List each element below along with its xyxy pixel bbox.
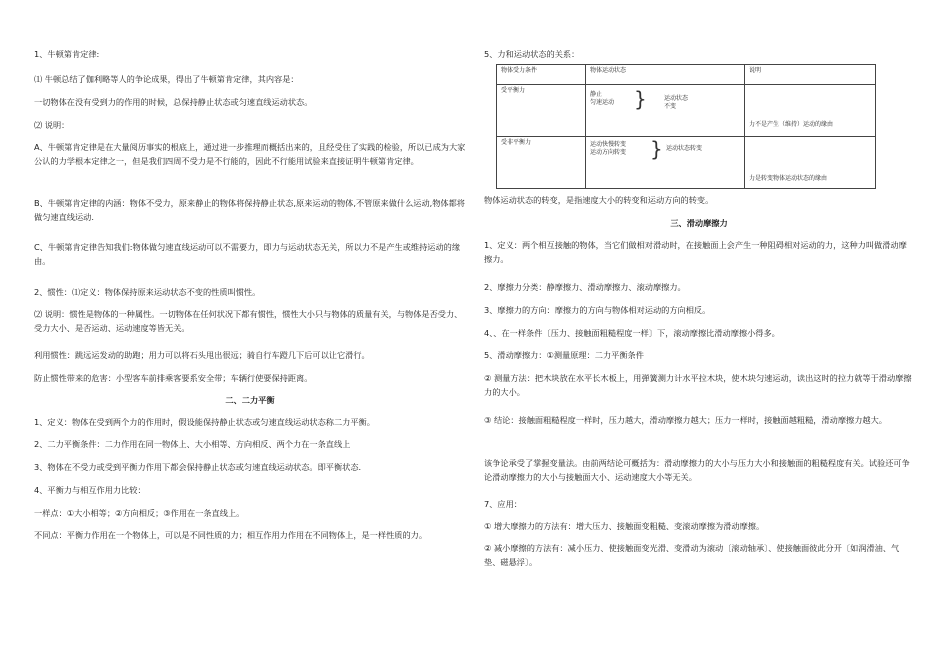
table-text: 运动状态转变 bbox=[666, 145, 703, 152]
paragraph: 2、二力平衡条件：二力作用在同一物体上、大小相等、方向相反、两个力在一条直线上 bbox=[34, 439, 351, 449]
paragraph: ② 减小摩擦的方法有：减小压力、使接触面变光滑、变滑动为滚动〔滚动轴承〕、使接触面彼此分开〔如润滑油、气垫、磁悬浮〕。 bbox=[484, 543, 900, 567]
table-text: 力是转变物体运动状态的缘由 bbox=[749, 175, 828, 182]
paragraph: 物体运动状态的转变，是指速度大小的转变和运动方向的转变。 bbox=[484, 195, 714, 205]
brace-icon: } bbox=[634, 87, 647, 111]
paragraph: 防止惯性带来的危害：小型客车前排乘客要系安全带；车辆行使要保持距离。 bbox=[34, 373, 313, 383]
paragraph: 一切物体在没有受到力的作用的时候，总保持静止状态或匀速直线运动状态。 bbox=[34, 97, 313, 107]
table-cell: 受平衡力 bbox=[497, 85, 586, 137]
paragraph: 4、平衡力与相互作用力比较： bbox=[34, 485, 146, 495]
paragraph: 3、物体在不受力或受到平衡力作用下都会保持静止状态或匀速直线运动状态。即平衡状态. bbox=[34, 462, 362, 472]
paragraph: ③ 结论：接触面粗糙程度一样时，压力越大，滑动摩擦力越大；压力一样时，接触面越粗糙，滑动摩擦力越大。 bbox=[484, 415, 887, 425]
brace-icon: } bbox=[650, 137, 663, 161]
table-text: 不变 bbox=[664, 103, 677, 110]
table-header: 物体运动状态 bbox=[586, 65, 745, 85]
paragraph: 5、力和运动状态的关系： bbox=[484, 49, 580, 59]
paragraph: 1、定义：物体在受到两个力的作用时，假设能保持静止状态或匀速直线运动状态称二力平衡。 bbox=[34, 417, 375, 427]
table-cell: 受非平衡力 bbox=[497, 137, 586, 189]
paragraph: C、牛顿第肯定律告知我们:物体做匀速直线运动可以不需要力，即力与运动状态无关，所以力不是产生或维持运动的缘由。 bbox=[34, 242, 461, 266]
table-text: 运动方向转变 bbox=[590, 149, 627, 156]
paragraph: ⑴ 牛顿总结了伽利略等人的争论成果，得出了牛顿第肯定律，其内容是： bbox=[34, 74, 299, 84]
table-text: 力不是产生（维持）运动的缘由 bbox=[749, 121, 834, 128]
table-header: 说明 bbox=[745, 65, 876, 85]
paragraph: 7、应用： bbox=[484, 499, 522, 509]
table-text: 匀速运动 bbox=[590, 99, 615, 106]
paragraph: 该争论承受了掌握变量法。由前两结论可概括为：滑动摩擦力的大小与压力大小和接触面的粗糙程度有关。试验还可争论滑动摩擦力的大小与接触面大小、运动速度大小等无关。 bbox=[484, 458, 910, 482]
paragraph: 4、、在一样条件〔压力、接触面粗糙程度一样〕下，滚动摩擦比滑动摩擦小得多。 bbox=[484, 328, 780, 338]
paragraph: 不同点：平衡力作用在一个物体上，可以是不同性质的力；相互作用力作用在不同物体上，是一样性质的力。 bbox=[34, 530, 428, 540]
table-text: 运动状态 bbox=[664, 95, 689, 102]
table-text: 运动快慢转变 bbox=[590, 141, 627, 148]
paragraph: 2、惯性：⑴定义：物体保持原来运动状态不变的性质叫惯性。 bbox=[34, 287, 261, 297]
table-cell bbox=[586, 137, 745, 189]
section-heading: 二、二力平衡 bbox=[225, 395, 275, 405]
paragraph: 2、摩擦力分类：静摩擦力、滑动摩擦力、滚动摩擦力。 bbox=[484, 282, 686, 292]
paragraph: 5、滑动摩擦力：①测量原理：二力平衡条件 bbox=[484, 350, 644, 360]
newton-law-heading: 1、牛顿第肯定律: bbox=[34, 49, 100, 59]
paragraph: ① 增大摩擦力的方法有：增大压力、接触面变粗糙、变滚动摩擦为滑动摩擦。 bbox=[484, 521, 765, 531]
section-heading: 三、滑动摩擦力 bbox=[670, 218, 728, 228]
paragraph: A、牛顿第肯定律是在大量阅历事实的根底上，通过进一步推理而概括出来的，且经受住了实践的检验，所以已成为大家公认的力学根本定律之一，但是我们四周不受力是不行能的，因此不行能用试验来直接证明牛顿第肯定律。 bbox=[34, 142, 466, 166]
paragraph: ⑵ 说明：惯性是物体的一种属性。一切物体在任何状况下都有惯性，惯性大小只与物体的质量有关，与物体是否受力、受力大小、是否运动、运动速度等皆无关。 bbox=[34, 309, 463, 333]
table-text: 静止 bbox=[590, 91, 603, 98]
table-cell bbox=[745, 137, 876, 189]
table-header: 物体受力条件 bbox=[497, 65, 586, 85]
paragraph: 利用惯性：跳远运发动的助跑；用力可以将石头甩出很远；骑自行车蹬几下后可以让它滑行。 bbox=[34, 350, 370, 360]
paragraph: 1、定义：两个相互接触的物体，当它们做相对滑动时，在接触面上会产生一种阻碍相对运动的力，这种力叫做滑动摩擦力。 bbox=[484, 240, 907, 264]
paragraph: B、牛顿第肯定律的内涵：物体不受力，原来静止的物体将保持静止状态,原来运动的物体,不管原来做什么运动,物体都将做匀速直线运动. bbox=[34, 198, 465, 222]
paragraph: 一样点：①大小相等；②方向相反；③作用在一条直线上。 bbox=[34, 508, 245, 518]
table-cell bbox=[745, 85, 876, 137]
paragraph: ⑵ 说明： bbox=[34, 120, 70, 130]
paragraph: 3、摩擦力的方向：摩擦力的方向与物体相对运动的方向相反。 bbox=[484, 305, 711, 315]
paragraph: ② 测量方法：把木块放在水平长木板上，用弹簧测力计水平拉木块，使木块匀速运动，读出这时的拉力就等于滑动摩擦力的大小。 bbox=[484, 373, 912, 397]
table-cell bbox=[586, 85, 745, 137]
force-motion-table bbox=[496, 64, 876, 189]
